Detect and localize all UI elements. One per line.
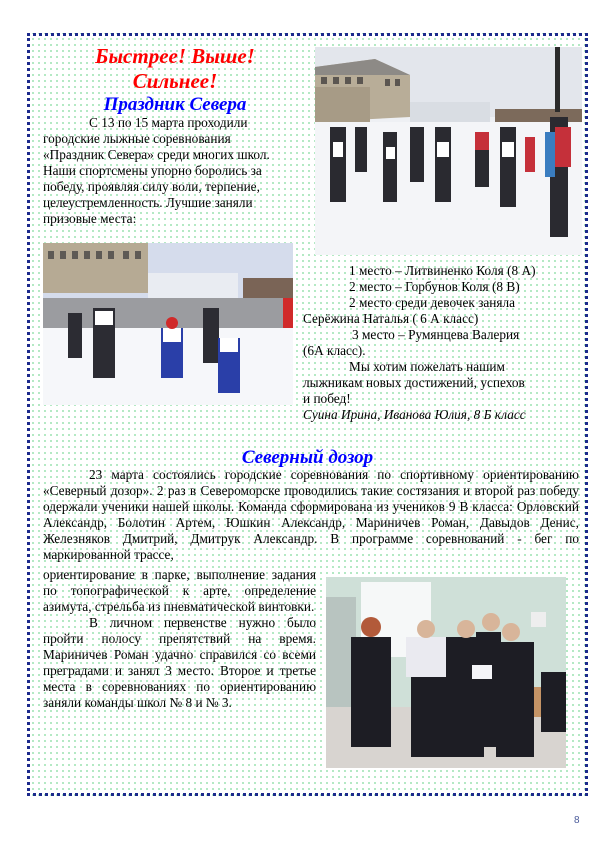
article2-paragraph1-cont: ориентирование в парке, выполнение задания по топографической к арте, определение азимута, стрельба из пневматической винтовки. [43, 567, 316, 614]
article1-intro [43, 115, 308, 227]
photo-skiers-racing [43, 243, 293, 405]
intro-line: Наши спортсмены упорно боролись за [43, 163, 262, 178]
result-line: 3 место – Румянцева Валерия [352, 327, 520, 342]
headline-line-1: Быстрее! Выше! [95, 44, 255, 68]
result-line: 1 место – Литвиненко Коля (8 А) [349, 263, 536, 278]
page-number: 8 [574, 815, 580, 826]
intro-line: городские лыжные соревнования [43, 131, 231, 146]
article1-authors: Суина Ирина, Иванова Юлия, 8 Б класс [303, 407, 526, 422]
article2-column [43, 567, 316, 711]
photo-skiers-start [315, 47, 582, 255]
intro-line: «Праздник Севера» среди многих школ. [43, 147, 270, 162]
intro-line: С 13 по 15 марта проходили [89, 115, 248, 130]
result-line: и побед! [303, 391, 351, 406]
result-line: Серёжина Наталья ( 6 А класс) [303, 311, 479, 326]
result-line: Мы хотим пожелать нашим [349, 359, 505, 374]
photo-team-award [326, 577, 566, 768]
result-line: 2 место среди девочек заняла [349, 295, 516, 310]
subtitle-prazdnik-severa: Праздник Севера [103, 94, 247, 115]
headline-line-2: Сильнее! [132, 69, 218, 93]
result-line: лыжникам новых достижений, успехов [303, 375, 525, 390]
intro-line: призовые места: [43, 211, 137, 226]
article2-paragraph1: 23 марта состоялись городские соревнования по спортивному ориентированию «Северный дозор». 2 раз в Североморске проводились такие состязания и второй раз победу одержали ученики нашей школы. Команда сформирована из учеников 9 В класса: Орловский Александр, Болотин Артем, Юшкин Александр, Мариничев Роман, Давыдов Денис, Железняков Дмитрий, Дмитрук Александр. В программе соревнований - бег по маркированной трассе, [43, 467, 579, 562]
headline [40, 44, 310, 94]
intro-line: целеустремленность. Лучшие заняли [43, 195, 253, 210]
result-line: 2 место – Горбунов Коля (8 В) [349, 279, 520, 294]
article1-results [303, 263, 563, 423]
title-severny-dozor: Северный дозор [241, 447, 374, 468]
intro-line: победу, проявляя силу воли, терпение, [43, 179, 260, 194]
result-line: (6А класс). [303, 343, 366, 358]
article2-paragraph2: В личном первенстве нужно было пройти полосу препятствий на время. Мариничев Роман удачно справился со всеми преградами и занял 3 место. Второе и третье места в соревнованиях по ориентированию заняли команды школ № 8 и № 3. [43, 615, 316, 710]
